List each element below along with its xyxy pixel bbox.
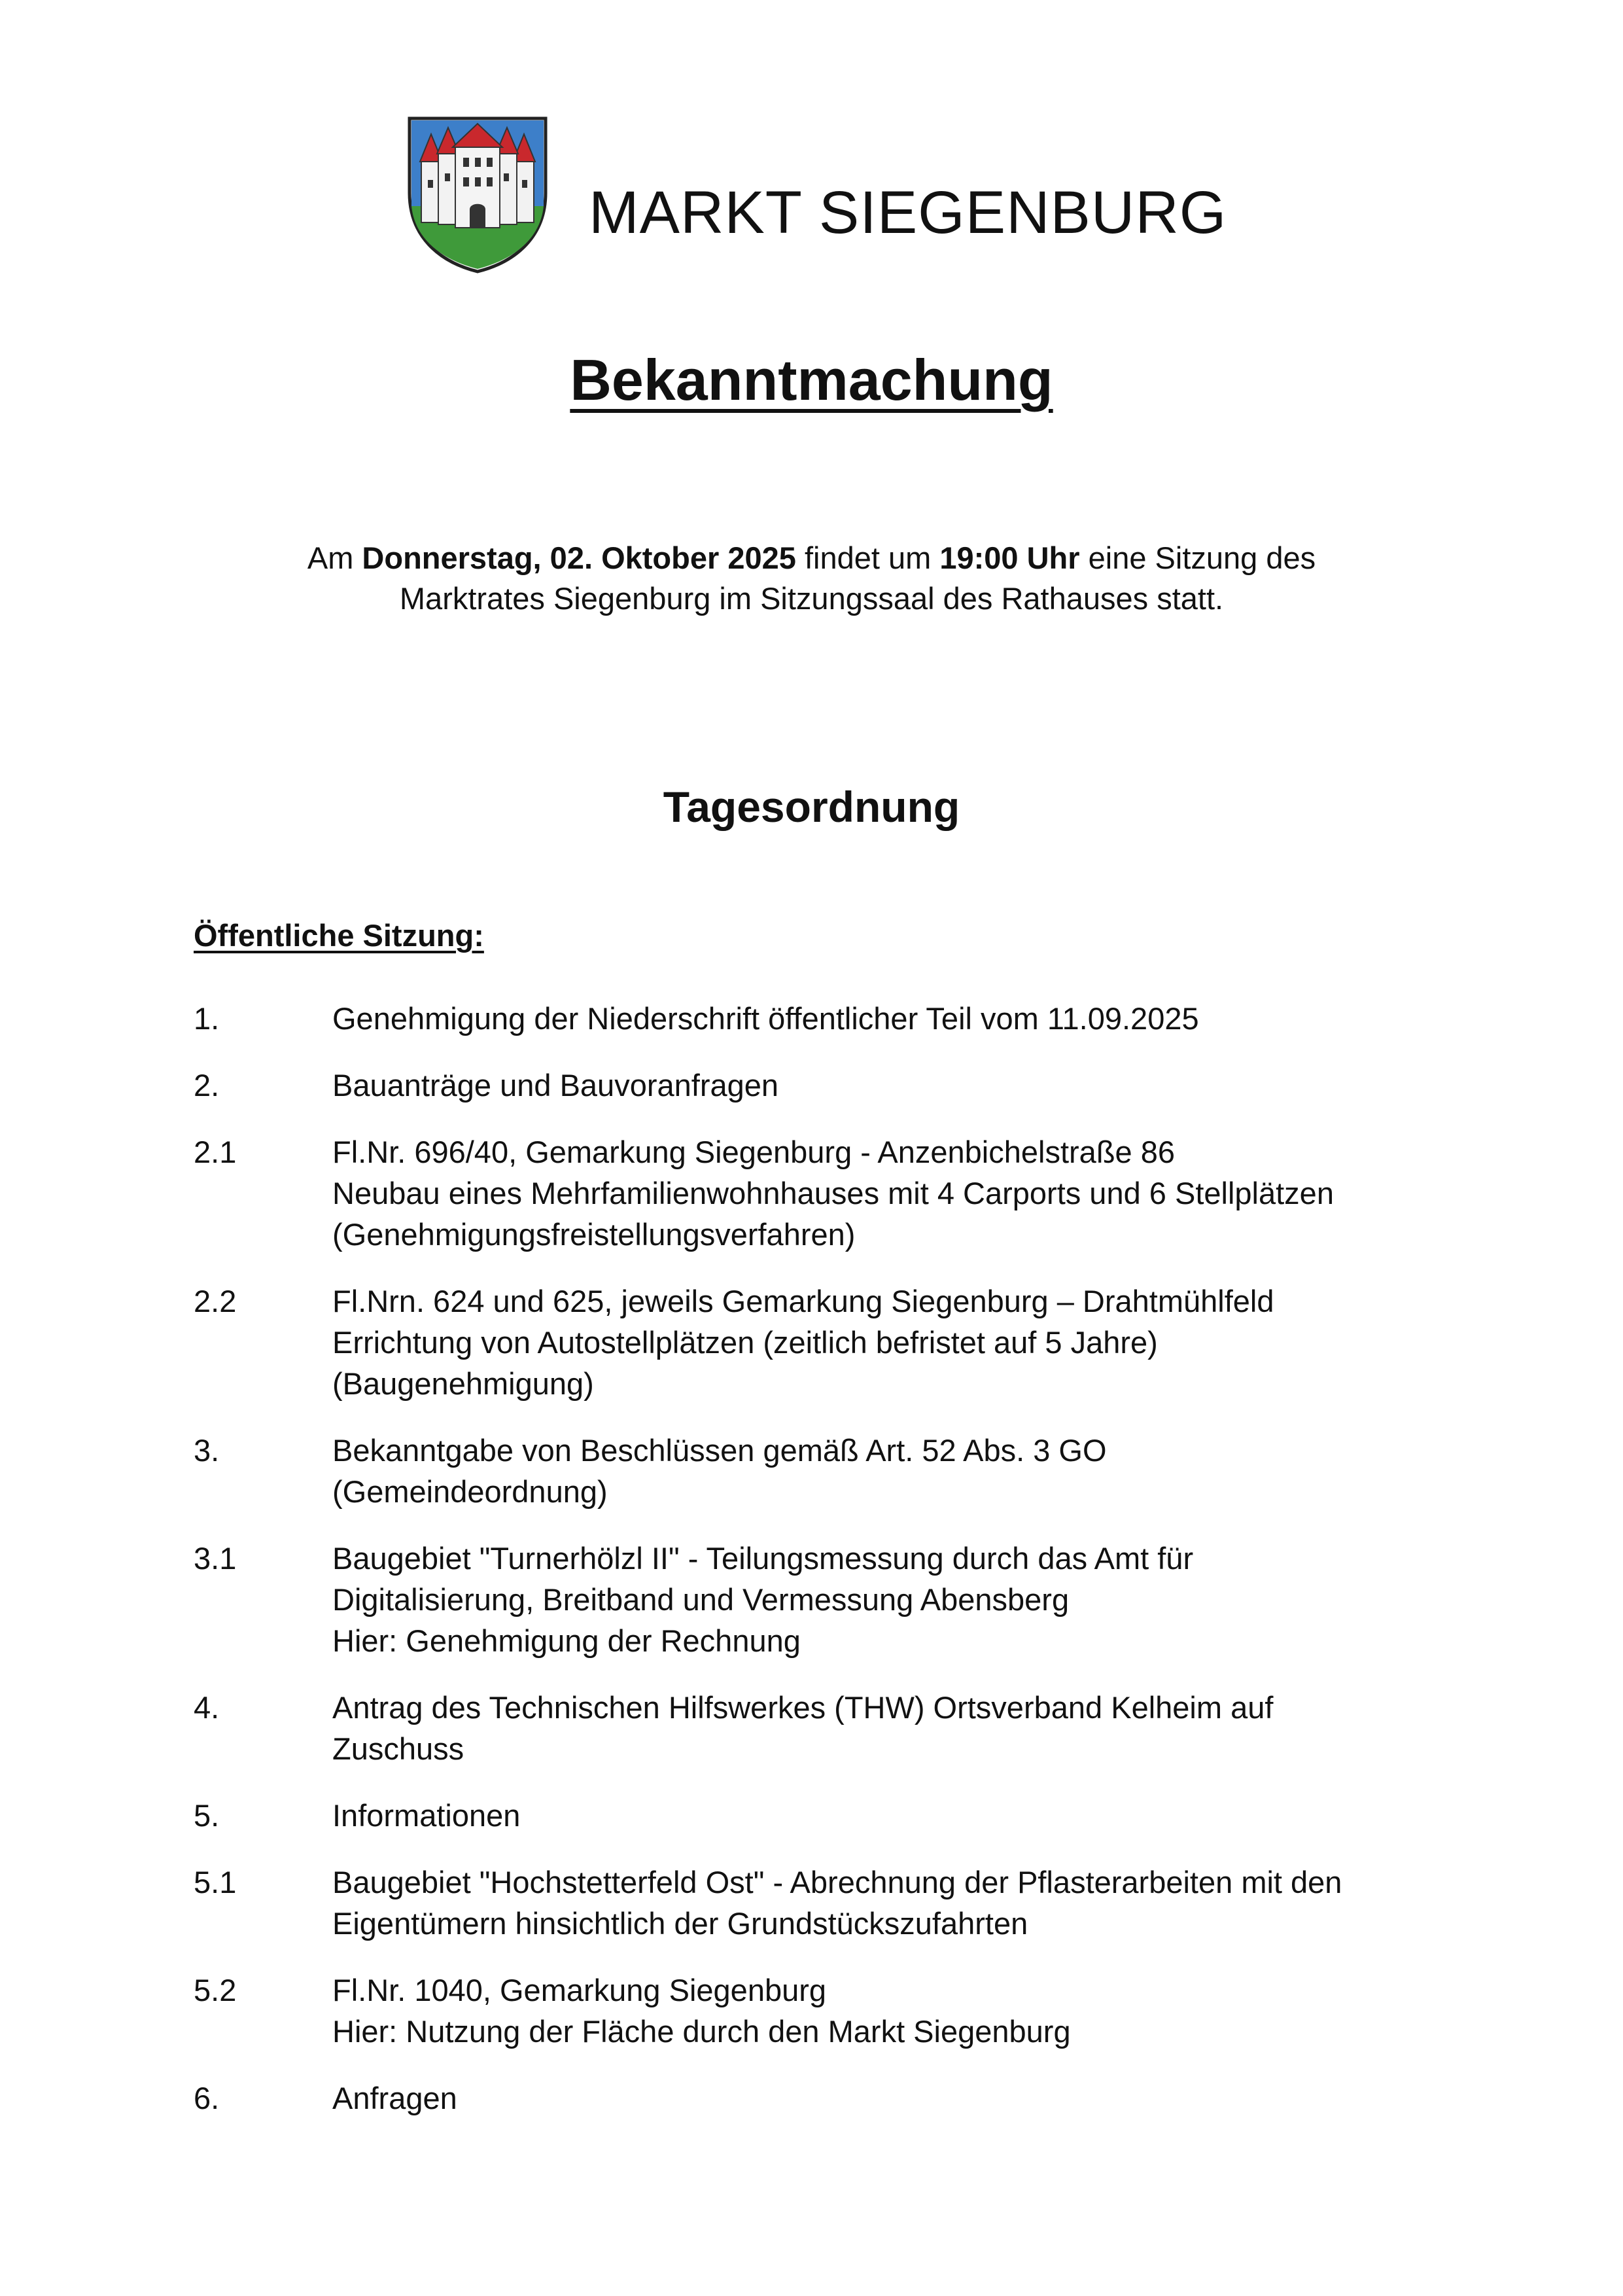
agenda-item-line: Zuschuss (332, 1731, 464, 1766)
agenda-item-line: Neubau eines Mehrfamilienwohnhauses mit 4 Carports und 6 Stellplätzen (332, 1176, 1334, 1210)
agenda-item-line: (Genehmigungsfreistellungsverfahren) (332, 1217, 856, 1252)
agenda-item-line: Informationen (332, 1798, 521, 1833)
letterhead (406, 115, 1321, 285)
agenda-item-number: 2.1 (194, 1135, 237, 1169)
agenda-item-text (332, 1430, 1476, 1512)
agenda-item-line: Fl.Nrn. 624 und 625, jeweils Gemarkung Siegenburg – Drahtmühlfeld (332, 1284, 1274, 1318)
agenda-item-number: 2. (194, 1068, 220, 1103)
intro-suffix: eine Sitzung des (1079, 540, 1316, 575)
agenda-item (194, 1969, 1476, 2052)
agenda-item-line: Baugebiet "Turnerhölzl II" - Teilungsmessung durch das Amt für (332, 1541, 1194, 1576)
agenda-item-text (332, 1065, 1476, 1106)
agenda-item-number: 4. (194, 1690, 220, 1725)
agenda-item-line: Hier: Nutzung der Fläche durch den Markt Siegenburg (332, 2014, 1071, 2049)
agenda-item-number: 1. (194, 1001, 220, 1036)
agenda-list (194, 998, 1476, 2144)
agenda-item-number: 5.2 (194, 1973, 237, 2007)
agenda-item (194, 1131, 1476, 1255)
agenda-item-line: Hier: Genehmigung der Rechnung (332, 1623, 801, 1658)
agenda-item (194, 1862, 1476, 1944)
municipality-name: MARKT SIEGENBURG (589, 179, 1227, 246)
agenda-item-number: 6. (194, 2081, 220, 2115)
coat-of-arms-icon (406, 115, 550, 275)
agenda-item (194, 1795, 1476, 1836)
agenda-item-line: Baugebiet "Hochstetterfeld Ost" - Abrechnung der Pflasterarbeiten mit den (332, 1865, 1342, 1899)
agenda-item-line: Antrag des Technischen Hilfswerkes (THW) Ortsverband Kelheim auf (332, 1690, 1274, 1725)
agenda-item (194, 1280, 1476, 1404)
agenda-item-line: (Baugenehmigung) (332, 1366, 594, 1401)
intro-line-1 (0, 538, 1623, 578)
meeting-date: Donnerstag, 02. Oktober 2025 (362, 540, 796, 575)
agenda-item-line: Bekanntgabe von Beschlüssen gemäß Art. 52 Abs. 3 GO (332, 1433, 1107, 1468)
intro-middle: findet um (795, 540, 940, 575)
agenda-item-line: Fl.Nr. 696/40, Gemarkung Siegenburg - Anzenbichelstraße 86 (332, 1135, 1176, 1169)
agenda-item-line: Anfragen (332, 2081, 457, 2115)
intro-line-2: Marktrates Siegenburg im Sitzungssaal des Rathauses statt. (399, 581, 1224, 616)
agenda-item-text (332, 998, 1476, 1039)
agenda-item-number: 3. (194, 1433, 220, 1468)
document-title-text: Bekanntmachung (570, 347, 1053, 412)
meeting-time: 19:00 Uhr (939, 540, 1080, 575)
agenda-item-text (332, 1795, 1476, 1836)
agenda-item (194, 1538, 1476, 1661)
agenda-item-text (332, 1280, 1476, 1404)
agenda-item-line: Genehmigung der Niederschrift öffentlicher Teil vom 11.09.2025 (332, 1001, 1199, 1036)
agenda-item-text (332, 1969, 1476, 2052)
agenda-item-text (332, 1538, 1476, 1661)
agenda-item-text (332, 2077, 1476, 2119)
agenda-item-line: Digitalisierung, Breitband und Vermessung Abensberg (332, 1582, 1070, 1617)
agenda-item-text (332, 1862, 1476, 1944)
agenda-item (194, 998, 1476, 1039)
agenda-item-number: 5.1 (194, 1865, 237, 1899)
agenda-item (194, 1430, 1476, 1512)
session-label: Öffentliche Sitzung: (194, 918, 484, 953)
document-title (0, 347, 1623, 414)
agenda-item-line: Eigentümern hinsichtlich der Grundstückszufahrten (332, 1906, 1028, 1941)
agenda-item-number: 3.1 (194, 1541, 237, 1576)
agenda-item-line: Errichtung von Autostellplätzen (zeitlich befristet auf 5 Jahre) (332, 1325, 1158, 1360)
agenda-item-line: Fl.Nr. 1040, Gemarkung Siegenburg (332, 1973, 827, 2007)
agenda-item (194, 2077, 1476, 2119)
agenda-item-text (332, 1687, 1476, 1769)
agenda-item-line: (Gemeindeordnung) (332, 1474, 608, 1509)
agenda-item-text (332, 1131, 1476, 1255)
intro-paragraph (0, 538, 1623, 619)
agenda-item (194, 1065, 1476, 1106)
agenda-item-number: 2.2 (194, 1284, 237, 1318)
intro-prefix: Am (307, 540, 362, 575)
agenda-item-line: Bauanträge und Bauvoranfragen (332, 1068, 779, 1103)
agenda-item-number: 5. (194, 1798, 220, 1833)
agenda-heading: Tagesordnung (663, 783, 960, 831)
agenda-item (194, 1687, 1476, 1769)
